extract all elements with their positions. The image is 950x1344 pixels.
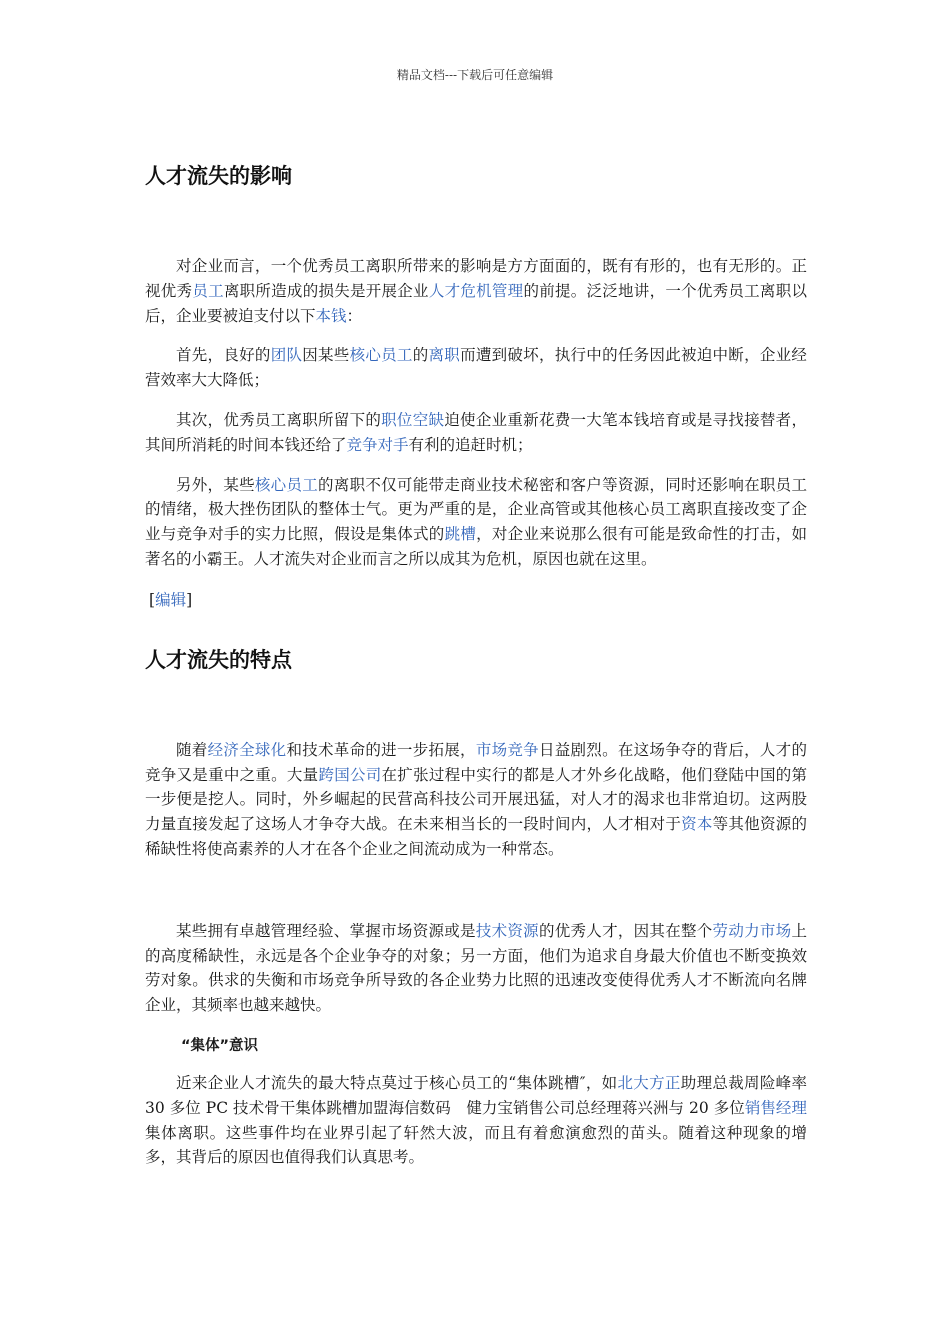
edit-link-wrapper: [编辑] [149, 590, 193, 609]
link-team[interactable]: 团队 [270, 346, 303, 365]
link-multinational[interactable]: 跨国公司 [318, 765, 382, 784]
link-capital[interactable]: 资本 [681, 815, 713, 834]
link-competitor[interactable]: 竞争对手 [346, 435, 409, 454]
link-resignation[interactable]: 离职 [428, 346, 461, 365]
link-job-hopping[interactable]: 跳槽 [444, 525, 477, 544]
link-economic-globalization[interactable]: 经济全球化 [207, 740, 287, 759]
paragraph: 另外，某些核心员工的离职不仅可能带走商业技术秘密和客户等资源，同时还影响在职员工的情绪，极大挫伤团队的整体士气。更为严重的是，企业高管或其他核心员工离职直接改变了企业与竞争对手的实力比照，假设是集体式的跳槽，对企业来说那么很有可能是致命性的打击，如著名的小霸王。人才流失对企业而言之所以成其为危机，原因也就在这里。 [145, 475, 807, 568]
link-labor-market[interactable]: 劳动力市场 [712, 921, 792, 940]
link-technical-resources[interactable]: 技术资源 [475, 921, 539, 940]
section-title: 人才流失的特点 [145, 647, 292, 672]
link-sales-manager[interactable]: 销售经理 [744, 1098, 807, 1117]
link-cost[interactable]: 本钱 [315, 306, 347, 325]
link-market-competition[interactable]: 市场竞争 [475, 740, 539, 759]
paragraph: 首先，良好的团队因某些核心员工的离职而遭到破坏，执行中的任务因此被迫中断，企业经营效率大大降低； [145, 346, 807, 390]
paragraph: 其次，优秀员工离职所留下的职位空缺迫使企业重新花费一大笔本钱培育或是寻找接替者，其间所消耗的时间本钱还给了竞争对手有利的追赶时机； [145, 410, 807, 454]
paragraph: 近来企业人才流失的最大特点莫过于核心员工的“集体跳槽″，如北大方正助理总裁周险峰率 30 多位 PC 技术骨干集体跳槽加盟海信数码 健力宝销售公司总经理蒋兴洲与 20 多位销售经理集体离职。这些事件均在业界引起了轩然大波，而且有着愈演愈烈的苗头。随着这种现象的增多，其背后的原因也值得我们认真思考。 [145, 1073, 807, 1167]
link-founder[interactable]: 北大方正 [617, 1073, 681, 1092]
link-talent-crisis-management[interactable]: 人才危机管理 [428, 281, 524, 300]
sub-heading: “集体”意识 [181, 1037, 259, 1054]
document-body [145, 160, 807, 1170]
section-title: 人才流失的影响 [145, 164, 292, 188]
edit-link[interactable]: 编辑 [155, 590, 187, 609]
link-core-employee[interactable]: 核心员工 [254, 475, 319, 494]
paragraph: 对企业而言，一个优秀员工离职所带来的影响是方方面面的，既有有形的，也有无形的。正视优秀员工离职所造成的损失是开展企业人才危机管理的前提。泛泛地讲，一个优秀员工离职以后，企业要被迫支付以下本钱： [145, 257, 807, 325]
link-vacancy[interactable]: 职位空缺 [381, 410, 445, 429]
link-employee[interactable]: 员工 [192, 281, 224, 300]
link-core-employee[interactable]: 核心员工 [349, 346, 413, 365]
paragraph: 随着经济全球化和技术革命的进一步拓展，市场竞争日益剧烈。在这场争夺的背后，人才的竞争又是重中之重。大量跨国公司在扩张过程中实行的都是人才外乡化战略，他们登陆中国的第一步便是挖人。同时，外乡崛起的民营高科技公司开展迅猛，对人才的渴求也非常迫切。这两股力量直接发起了这场人才争夺大战。在未来相当长的一段时间内，人才相对于资本等其他资源的稀缺性将使高素养的人才在各个企业之间流动成为一种常态。 [145, 740, 807, 858]
paragraph: 某些拥有卓越管理经验、掌握市场资源或是技术资源的优秀人才，因其在整个劳动力市场上的高度稀缺性，永远是各个企业争夺的对象；另一方面，他们为追求自身最大价值也不断变换效劳对象。供求的失衡和市场竞争所导致的各企业势力比照的迅速改变使得优秀人才不断流向名牌企业，其频率也越来越快。 [145, 921, 807, 1015]
page-header: 精品文档---下载后可任意编辑 [396, 68, 554, 82]
